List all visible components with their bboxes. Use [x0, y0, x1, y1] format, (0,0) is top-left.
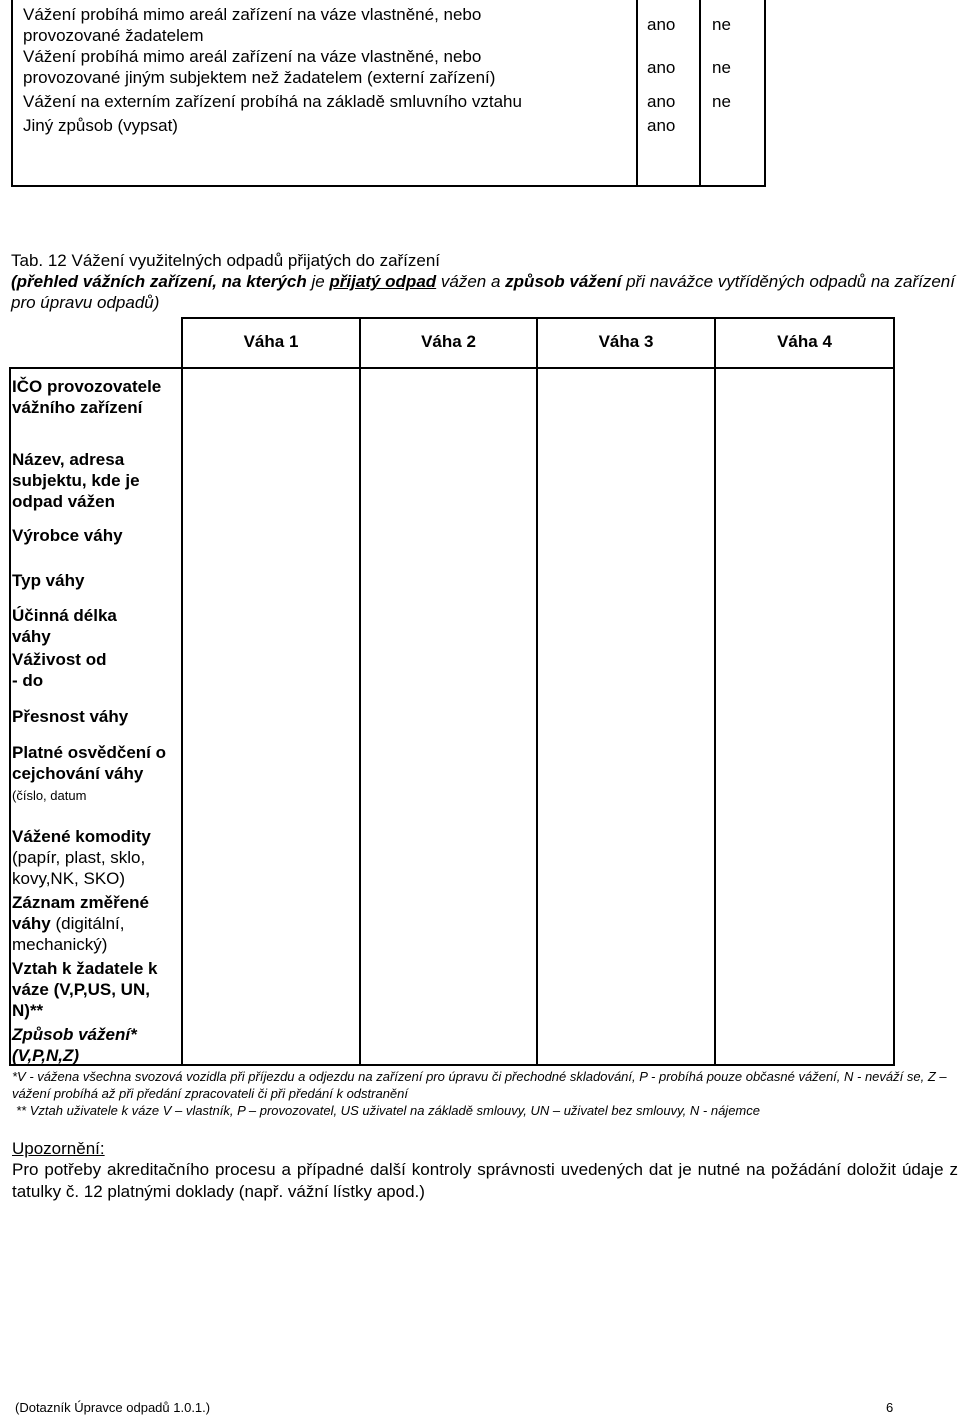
footnote-2: ** Vztah uživatele k váze V – vlastník, P – provozovatel, US uživatel na základě smlouvy, UN – uživatel bez smlouvy, N - nájemce	[16, 1103, 760, 1118]
table-caption	[11, 250, 956, 313]
caption-subtitle: (přehled vážních zařízení, na kterých je přijatý odpad vážen a způsob vážení při navážce vytříděných odpadů na zařízení pro úpravu odpadů)	[11, 272, 955, 312]
top-row-4-yes[interactable]: ano	[647, 116, 676, 135]
main-table-left-border	[9, 367, 11, 1066]
main-table-col-divider-2	[536, 317, 538, 1066]
row-label-komodity: Vážené komodity (papír, plast, sklo, kovy,NK, SKO)	[12, 827, 151, 888]
column-header-vaha-2: Váha 2	[421, 332, 476, 351]
row-label-ucinna-delka: Účinná délka váhy	[12, 606, 117, 646]
main-table-top-border	[183, 317, 895, 319]
caption-title: Tab. 12 Vážení využitelných odpadů přijatých do zařízení	[11, 251, 441, 270]
row-label-vazivost: Váživost od - do	[12, 650, 107, 690]
row-label-zpusob: Způsob vážení* (V,P,N,Z)	[12, 1025, 137, 1065]
row-label-zaznam: Záznam změřené váhy (digitální, mechanický)	[12, 893, 149, 954]
top-row-4-label: Jiný způsob (vypsat)	[23, 116, 178, 135]
main-table-col-divider-0	[181, 317, 183, 1066]
row-label-vyrobce: Výrobce váhy	[12, 526, 123, 545]
top-table-divider-2	[699, 0, 701, 185]
row-note-osvedceni: (číslo, datum	[12, 788, 87, 803]
row-note-komodity: (papír, plast, sklo, kovy,NK, SKO)	[12, 848, 146, 888]
notice-title: Upozornění:	[12, 1139, 105, 1158]
top-row-1-label: Vážení probíhá mimo areál zařízení na váze vlastněné, nebo provozované žadatelem	[23, 5, 482, 45]
row-label-ico: IČO provozovatele vážního zařízení	[12, 377, 162, 417]
row-label-vztah: Vztah k žadatele k váze (V,P,US, UN, N)**	[12, 959, 158, 1020]
footnotes	[12, 1068, 952, 1119]
top-row-2-no[interactable]: ne	[712, 58, 731, 77]
main-table-col-divider-3	[714, 317, 716, 1066]
row-label-presnost: Přesnost váhy	[12, 707, 129, 726]
notice-text: Pro potřeby akreditačního procesu a případné další kontroly správnosti uvedených dat je nutné na požádání doložit údaje z tatulky č. 12 platnými doklady (např. vážní lístky apod.)	[12, 1160, 958, 1201]
footnote-1: *V - vážena všechna svozová vozidla při příjezdu a odjezdu na zařízení pro úpravu či přechodné skladování, P - probíhá pouze občasné vážení, N - neváží se, Z – vážení probíhá až při předání zpracovateli či při předání k odstranění	[12, 1069, 947, 1101]
main-table-header-border	[9, 367, 895, 369]
top-row-1-no[interactable]: ne	[712, 15, 731, 34]
row-label-typ: Typ váhy	[12, 571, 85, 590]
column-header-vaha-4: Váha 4	[777, 332, 832, 351]
top-row-2-yes[interactable]: ano	[647, 58, 676, 77]
page-footer: (Dotazník Úpravce odpadů 1.0.1.)	[15, 1400, 211, 1415]
top-row-1-yes[interactable]: ano	[647, 15, 676, 34]
main-table-right-border	[893, 317, 895, 1066]
row-label-nazev: Název, adresa subjektu, kde je odpad vážen	[12, 450, 140, 511]
column-header-vaha-3: Váha 3	[598, 332, 654, 351]
top-row-3-label: Vážení na externím zařízení probíhá na základě smluvního vztahu	[23, 92, 522, 111]
row-note-zaznam: (digitální, mechanický)	[12, 914, 125, 954]
top-table-divider-1	[636, 0, 638, 185]
top-table	[11, 0, 766, 187]
page-number: 6	[886, 1400, 894, 1415]
row-label-osvedceni: Platné osvědčení o cejchování váhy (číslo, datum	[12, 743, 166, 803]
main-table-col-divider-1	[359, 317, 361, 1066]
column-header-vaha-1: Váha 1	[243, 332, 299, 351]
top-row-3-no[interactable]: ne	[712, 92, 731, 111]
top-row-3-yes[interactable]: ano	[647, 92, 676, 111]
top-row-2-label: Vážení probíhá mimo areál zařízení na váze vlastněné, nebo provozované jiným subjektem než žadatelem (externí zařízení)	[23, 47, 496, 87]
